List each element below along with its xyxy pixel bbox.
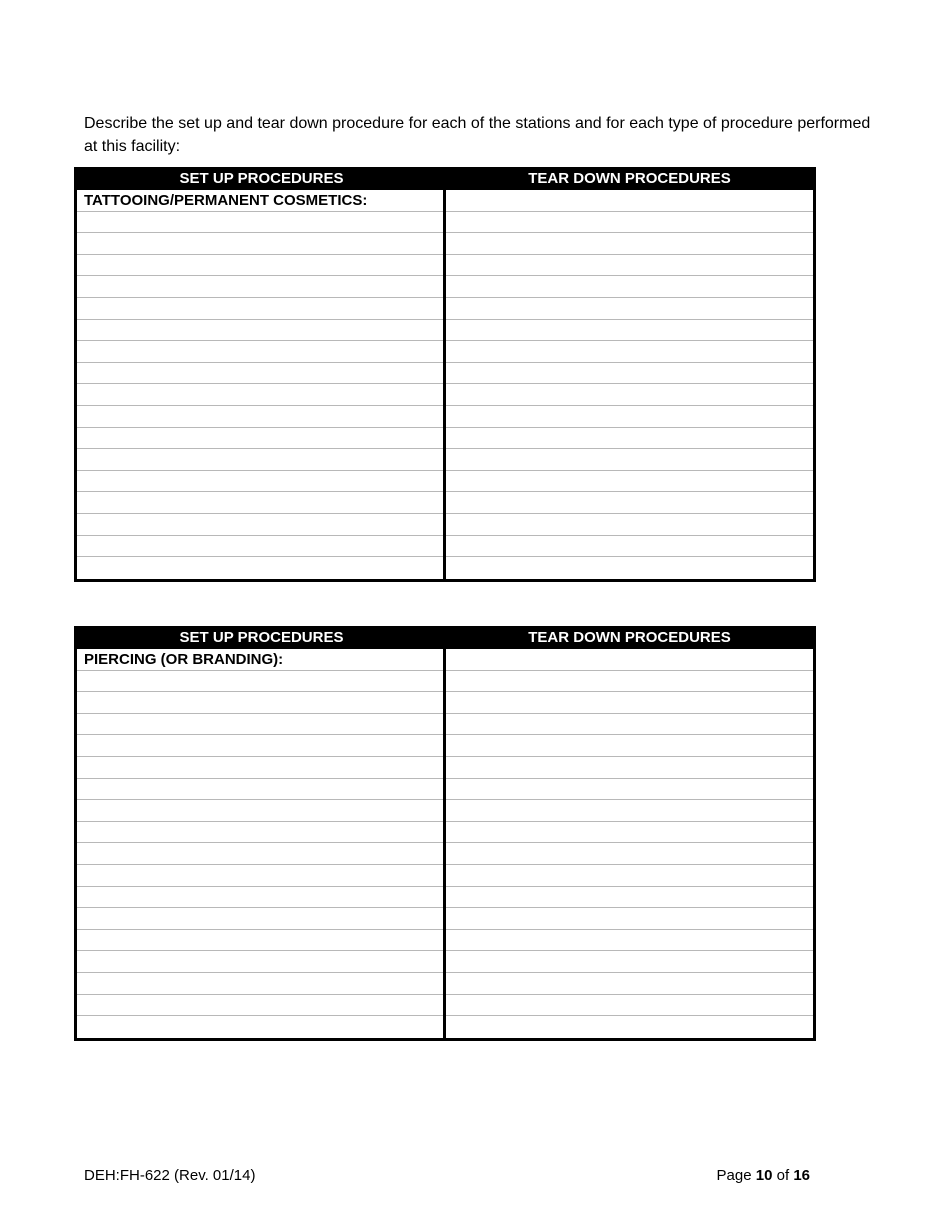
teardown-entry-line[interactable] xyxy=(446,557,813,579)
table-header xyxy=(77,626,813,649)
teardown-entry-line[interactable] xyxy=(446,822,813,844)
teardown-entry-line[interactable] xyxy=(446,865,813,887)
setup-entry-line[interactable] xyxy=(77,363,443,385)
setup-entry-line[interactable] xyxy=(77,865,443,887)
setup-entry-line[interactable] xyxy=(77,428,443,450)
teardown-entry-line[interactable] xyxy=(446,190,813,212)
setup-entry-line[interactable] xyxy=(77,887,443,909)
teardown-entry-line[interactable] xyxy=(446,514,813,536)
teardown-entry-line[interactable] xyxy=(446,384,813,406)
teardown-entry-line[interactable] xyxy=(446,908,813,930)
teardown-entry-line[interactable] xyxy=(446,887,813,909)
setup-entry-line[interactable] xyxy=(77,536,443,558)
setup-entry-line[interactable] xyxy=(77,714,443,736)
teardown-entry-line[interactable] xyxy=(446,341,813,363)
tattooing-procedures-table xyxy=(74,167,816,582)
teardown-column-header: TEAR DOWN PROCEDURES xyxy=(528,170,731,187)
form-id: DEH:FH-622 (Rev. 01/14) xyxy=(84,1167,256,1184)
piercing-procedures-table xyxy=(74,626,816,1041)
setup-entry-line[interactable] xyxy=(77,671,443,693)
setup-entry-line[interactable] xyxy=(77,692,443,714)
teardown-entry-line[interactable] xyxy=(446,320,813,342)
teardown-column xyxy=(446,649,813,1038)
setup-entry-line[interactable] xyxy=(77,514,443,536)
teardown-entry-line[interactable] xyxy=(446,255,813,277)
teardown-entry-line[interactable] xyxy=(446,406,813,428)
setup-entry-line[interactable] xyxy=(77,557,443,579)
teardown-entry-line[interactable] xyxy=(446,995,813,1017)
teardown-entry-line[interactable] xyxy=(446,757,813,779)
teardown-entry-line[interactable] xyxy=(446,471,813,493)
setup-entry-line[interactable] xyxy=(77,298,443,320)
teardown-entry-line[interactable] xyxy=(446,779,813,801)
table-header xyxy=(77,167,813,190)
setup-entry-line[interactable] xyxy=(77,735,443,757)
teardown-entry-line[interactable] xyxy=(446,449,813,471)
setup-entry-line[interactable] xyxy=(77,973,443,995)
setup-entry-line[interactable] xyxy=(77,276,443,298)
setup-entry-line[interactable] xyxy=(77,212,443,234)
setup-entry-line[interactable] xyxy=(77,341,443,363)
page-number xyxy=(717,1167,810,1184)
teardown-entry-line[interactable] xyxy=(446,692,813,714)
teardown-entry-line[interactable] xyxy=(446,1016,813,1038)
teardown-entry-line[interactable] xyxy=(446,973,813,995)
setup-entry-line[interactable] xyxy=(77,406,443,428)
setup-column-header: SET UP PROCEDURES xyxy=(179,629,344,646)
setup-entry-line[interactable] xyxy=(77,951,443,973)
section-label: PIERCING (OR BRANDING): xyxy=(77,649,443,671)
teardown-entry-line[interactable] xyxy=(446,492,813,514)
setup-column-header: SET UP PROCEDURES xyxy=(179,170,344,187)
setup-entry-line[interactable] xyxy=(77,233,443,255)
setup-entry-line[interactable] xyxy=(77,843,443,865)
page-word: Page xyxy=(716,1167,752,1184)
setup-entry-line[interactable] xyxy=(77,822,443,844)
setup-entry-line[interactable] xyxy=(77,1016,443,1038)
setup-entry-line[interactable] xyxy=(77,800,443,822)
setup-entry-line[interactable] xyxy=(77,930,443,952)
setup-entry-line[interactable] xyxy=(77,320,443,342)
setup-entry-line[interactable] xyxy=(77,779,443,801)
page-total: 16 xyxy=(793,1167,810,1184)
setup-entry-line[interactable] xyxy=(77,908,443,930)
teardown-entry-line[interactable] xyxy=(446,536,813,558)
teardown-entry-line[interactable] xyxy=(446,714,813,736)
teardown-column xyxy=(446,190,813,579)
setup-entry-line[interactable] xyxy=(77,255,443,277)
teardown-entry-line[interactable] xyxy=(446,428,813,450)
teardown-column-header: TEAR DOWN PROCEDURES xyxy=(528,629,731,646)
teardown-entry-line[interactable] xyxy=(446,212,813,234)
setup-entry-line[interactable] xyxy=(77,492,443,514)
teardown-entry-line[interactable] xyxy=(446,930,813,952)
setup-entry-line[interactable] xyxy=(77,471,443,493)
setup-entry-line[interactable] xyxy=(77,757,443,779)
instructions-text: Describe the set up and tear down procedure for each of the stations and for each type of procedure performed at this facility: xyxy=(84,115,871,155)
section-label: TATTOOING/PERMANENT COSMETICS: xyxy=(77,190,443,212)
page-of: of xyxy=(776,1167,790,1184)
teardown-entry-line[interactable] xyxy=(446,735,813,757)
teardown-entry-line[interactable] xyxy=(446,276,813,298)
teardown-entry-line[interactable] xyxy=(446,649,813,671)
setup-entry-line[interactable] xyxy=(77,384,443,406)
teardown-entry-line[interactable] xyxy=(446,800,813,822)
teardown-entry-line[interactable] xyxy=(446,298,813,320)
teardown-entry-line[interactable] xyxy=(446,951,813,973)
teardown-entry-line[interactable] xyxy=(446,233,813,255)
teardown-entry-line[interactable] xyxy=(446,671,813,693)
setup-entry-line[interactable] xyxy=(77,449,443,471)
page-current: 10 xyxy=(755,1167,773,1184)
teardown-entry-line[interactable] xyxy=(446,843,813,865)
setup-column xyxy=(77,649,446,1038)
teardown-entry-line[interactable] xyxy=(446,363,813,385)
setup-column xyxy=(77,190,446,579)
setup-entry-line[interactable] xyxy=(77,995,443,1017)
